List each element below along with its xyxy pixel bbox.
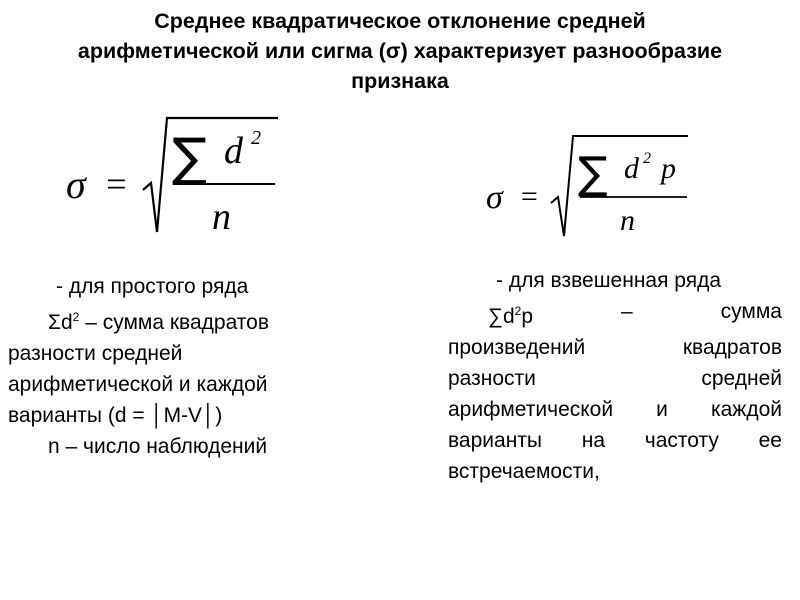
numerator-exponent: 2 — [643, 150, 651, 167]
sum-exponent: 2 — [72, 310, 80, 324]
sum-symbol-text: ∑d — [488, 305, 515, 328]
word: варианты — [448, 429, 542, 452]
weighted-heading: - для взвешенная ряда — [496, 269, 722, 292]
weighted-line-6: встречаемости, — [448, 460, 600, 483]
word: частоту — [644, 429, 719, 452]
denominator: n — [620, 204, 635, 237]
sum-symbol-text: Σd — [48, 311, 73, 334]
weighted-line-5 — [448, 425, 782, 456]
numerator-var: d — [224, 130, 243, 172]
sum-weight: p — [521, 305, 534, 328]
word: и — [656, 398, 668, 421]
weighted-sum-line — [448, 296, 782, 332]
equals-sign: = — [104, 164, 129, 204]
weighted-line-4 — [448, 394, 782, 425]
simple-heading: - для простого ряда — [56, 275, 249, 298]
simple-line-4 — [8, 400, 328, 431]
variant-prefix: варианты (d = — [8, 404, 151, 427]
word: квадратов — [682, 336, 782, 359]
word: средней — [701, 367, 782, 390]
sigma-symbol: σ — [66, 162, 86, 207]
word: ее — [758, 429, 782, 452]
abs-bar-left: │ — [150, 404, 164, 427]
simple-sum-line — [8, 302, 328, 338]
simple-line-2: разности средней — [8, 342, 183, 365]
denominator: n — [212, 196, 231, 238]
word: арифметической — [448, 398, 614, 421]
word: произведений — [448, 336, 586, 359]
variant-suffix: ) — [215, 404, 223, 427]
word: каждой — [710, 398, 782, 421]
word: на — [581, 429, 606, 452]
abs-bar-right: │ — [202, 404, 216, 427]
simple-n-line: n – число наблюдений — [48, 435, 268, 458]
sigma-symbol: σ — [486, 179, 503, 216]
dash: – — [621, 300, 633, 323]
weighted-sum-symbol — [488, 296, 533, 332]
simple-line-3: арифметической и каждой — [8, 373, 268, 396]
word-sum: сумма — [720, 300, 782, 323]
weighted-line-3 — [448, 363, 782, 394]
sum-symbol: ∑ — [172, 128, 208, 188]
simple-series-description — [8, 271, 328, 462]
m-minus-v: М-V — [163, 404, 203, 427]
numerator-var: d — [624, 152, 639, 185]
word: разности — [448, 367, 536, 390]
title-line-2: арифметической или сигма (σ) характеризует разнообразие — [77, 39, 723, 63]
title-line-1: Среднее квадратическое отклонение средней — [154, 9, 646, 33]
weighted-series-description — [448, 265, 782, 487]
numerator-exponent: 2 — [251, 127, 261, 149]
sum-description: – сумма квадратов — [79, 311, 270, 334]
numerator-weight: p — [661, 152, 676, 185]
sum-exponent: 2 — [514, 304, 522, 318]
equals-sign: = — [519, 180, 540, 213]
sum-symbol: ∑ — [578, 148, 608, 199]
title-line-3: признака — [351, 69, 449, 93]
weighted-line-2 — [448, 332, 782, 363]
